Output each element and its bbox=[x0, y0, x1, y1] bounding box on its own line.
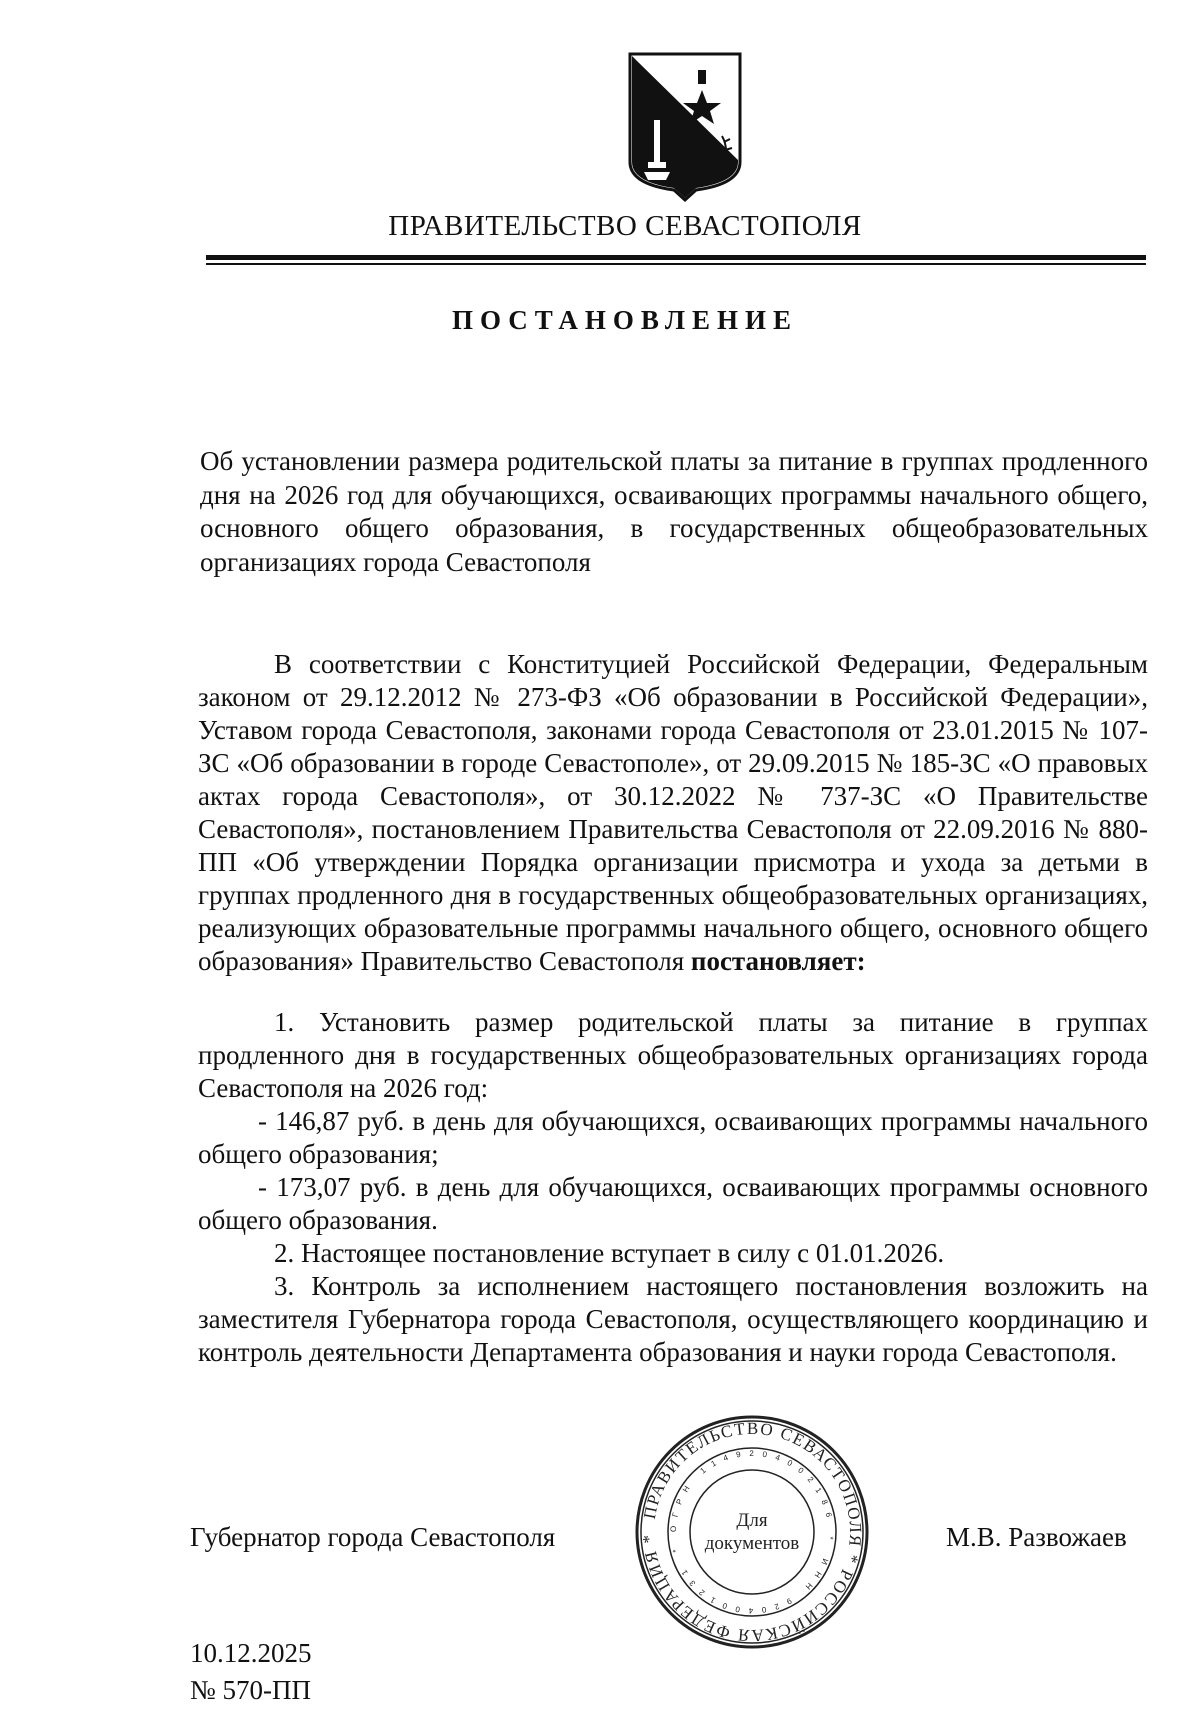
preamble-verb: постановляет: bbox=[690, 946, 866, 976]
item-2: 2. Настоящее постановление вступает в силу с 01.01.2026. bbox=[274, 1238, 945, 1268]
item-3: 3. Контроль за исполнением настоящего постановления возложить на заместителя Губернатора города Севастополя, осуществляющего координацию и контроль деятельности Департамента образования и науки города Севастополя. bbox=[198, 1271, 1148, 1367]
item-1-bullet-2: - 173,07 руб. в день для обучающихся, осваивающих программы основного общего образования. bbox=[198, 1172, 1148, 1235]
signatory-name: М.В. Развожаев bbox=[946, 1522, 1127, 1552]
document-date: 10.12.2025 bbox=[190, 1638, 312, 1668]
resolution-items bbox=[198, 1006, 1148, 1369]
document-number: № 570-ПП bbox=[190, 1675, 311, 1705]
resolution-subject: Об установлении размера родительской платы за питание в группах продленного дня на 2026 год для обучающихся, осваивающих программы начального общего, основного общего образования, в государственных общеобразовательных организациях города Севастополя bbox=[200, 446, 1148, 577]
item-1: 1. Установить размер родительской платы за питание в группах продленного дня в государственных общеобразовательных организациях города Севастополя на 2026 год: bbox=[198, 1007, 1148, 1103]
seal-center-line-2: документов bbox=[704, 1533, 800, 1554]
header-rule-thin bbox=[206, 263, 1146, 265]
seal-inner-ring-text: ОГРН 1149204002186 * ИНН 9204001231 * bbox=[668, 1448, 835, 1616]
coat-of-arms-emblem bbox=[626, 50, 744, 202]
document-type-title: ПОСТАНОВЛЕНИЕ bbox=[451, 305, 799, 335]
item-1-bullet-1: - 146,87 руб. в день для обучающихся, осваивающих программы начального общего образования; bbox=[198, 1106, 1148, 1169]
official-seal-stamp bbox=[633, 1413, 871, 1651]
signatory-title: Губернатор города Севастополя bbox=[190, 1522, 556, 1552]
preamble-text: В соответствии с Конституцией Российской Федерации, Федеральным законом от 29.12.2012 № 273-ФЗ «Об образовании в Российской Федерации», Уставом города Севастополя, законами города Севастополя от 23.01.2015 № 107-ЗС «Об образовании в городе Севастополе», от 29.09.2015 № 185-ЗС «О правовых актах города Севастополя», от 30.12.2022 № 737-ЗС «О Правительстве Севастополя», постановлением Правительства Севастополя от 22.09.2016 № 880-ПП «Об утверждении Порядка организации присмотра и ухода за детьми в группах продленного дня в государственных общеобразовательных организациях, реализующих образовательные программы начального общего, основного общего образования» Правительство Севастополя bbox=[198, 649, 1148, 976]
preamble-paragraph bbox=[198, 648, 1148, 978]
seal-outer-ring-text: ПРАВИТЕЛЬСТВО СЕВАСТОПОЛЯ * РОССИЙСКАЯ ФЕДЕРАЦИЯ * bbox=[638, 1418, 866, 1646]
seal-center-line-1: Для bbox=[736, 1510, 768, 1531]
header-rule-thick bbox=[206, 255, 1146, 260]
organization-name: ПРАВИТЕЛЬСТВО СЕВАСТОПОЛЯ bbox=[388, 210, 862, 242]
